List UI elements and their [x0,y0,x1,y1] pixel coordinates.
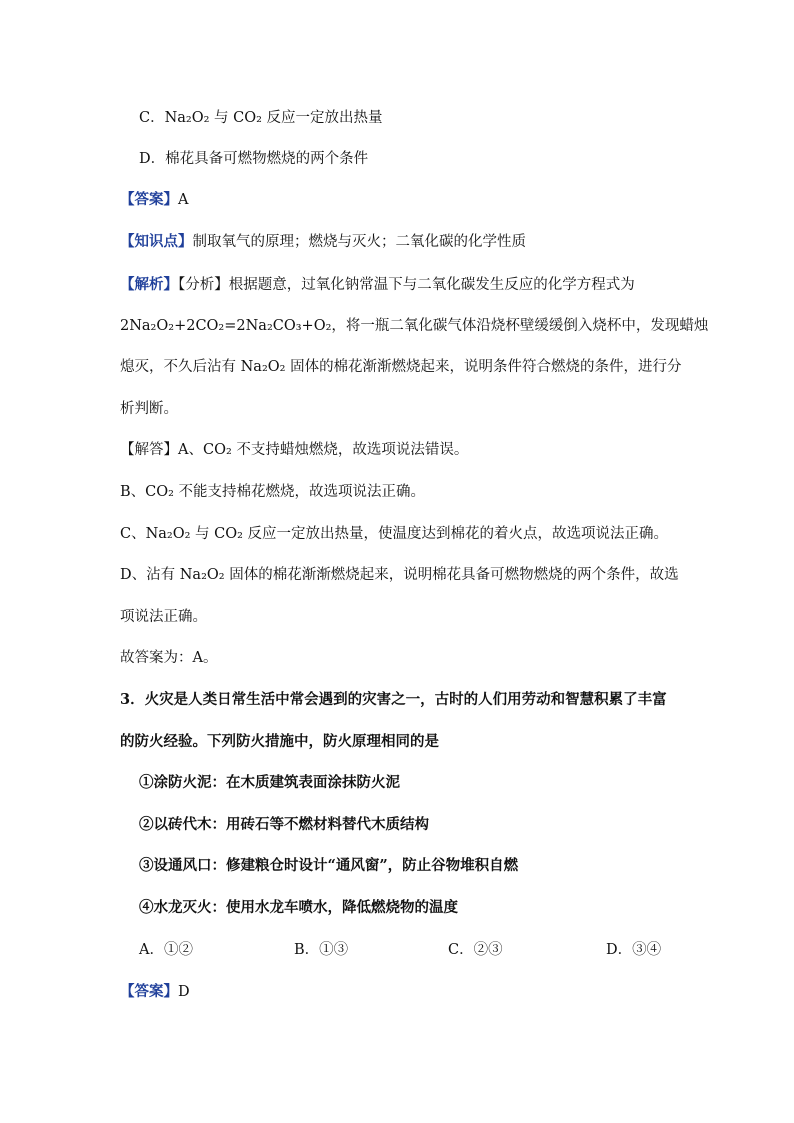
choice-c: C．②③ [448,942,503,958]
measure-item-1: ①涂防火泥：在木质建筑表面涂抹防火泥 [139,774,400,791]
knowledge-row [120,232,526,252]
solution-line-3: C、Na₂O₂ 与 CO₂ 反应一定放出热量，使温度达到棉花的着火点，故选项说法正确。 [120,526,669,542]
analysis-line-4: 析判断。 [120,401,178,417]
answer-3-row [120,982,190,1002]
choice-d: D．③④ [606,942,662,958]
measure-item-4: ④水龙灭火：使用水龙车喷水，降低燃烧物的温度 [139,899,458,916]
knowledge-text: 制取氧气的原理；燃烧与灭火；二氧化碳的化学性质 [192,234,526,250]
solution-line-4: D、沾有 Na₂O₂ 固体的棉花渐渐燃烧起来，说明棉花具备可燃物燃烧的两个条件，故选 [120,567,679,583]
solution-line-5: 项说法正确。 [120,609,207,625]
choice-b: B．①③ [294,942,349,958]
answer-row [120,190,188,210]
solution-line-2: B、CO₂ 不能支持棉花燃烧，故选项说法正确。 [120,484,426,500]
solution-line-1: 【解答】A、CO₂ 不支持蜡烛燃烧，故选项说法错误。 [120,442,469,458]
analysis-row [120,275,635,295]
analysis-line-2: 2Na₂O₂+2CO₂=2Na₂CO₃+O₂，将一瓶二氧化碳气体沿烧杯壁缓缓倒入烧杯中，发现蜡烛 [120,318,709,334]
question-3-stem-1: 3．火灾是人类日常生活中常会遇到的灾害之一，古时的人们用劳动和智慧积累了丰富 [120,691,667,708]
answer-3-value: D [178,984,190,1000]
choice-a: A．①② [139,942,193,958]
analysis-line-1: 【分析】根据题意，过氧化钠常温下与二氧化碳发生反应的化学方程式为 [178,277,635,293]
answer-3-tag: 【答案】 [120,983,178,1000]
final-answer: 故答案为：A。 [120,650,218,666]
analysis-tag: 【解析】 [120,276,178,293]
option-d: D．棉花具备可燃物燃烧的两个条件 [139,151,369,167]
question-3-stem-2: 的防火经验。下列防火措施中，防火原理相同的是 [120,733,439,750]
answer-tag: 【答案】 [120,191,178,208]
measure-item-3: ③设通风口：修建粮仓时设计“通风窗”，防止谷物堆积自燃 [139,857,519,874]
analysis-line-3: 熄灭，不久后沾有 Na₂O₂ 固体的棉花渐渐燃烧起来，说明条件符合燃烧的条件，进行分 [120,359,682,375]
knowledge-tag: 【知识点】 [120,233,193,250]
measure-item-2: ②以砖代木：用砖石等不燃材料替代木质结构 [139,816,429,833]
option-c: C．Na₂O₂ 与 CO₂ 反应一定放出热量 [139,110,383,126]
answer-value: A [178,192,189,208]
